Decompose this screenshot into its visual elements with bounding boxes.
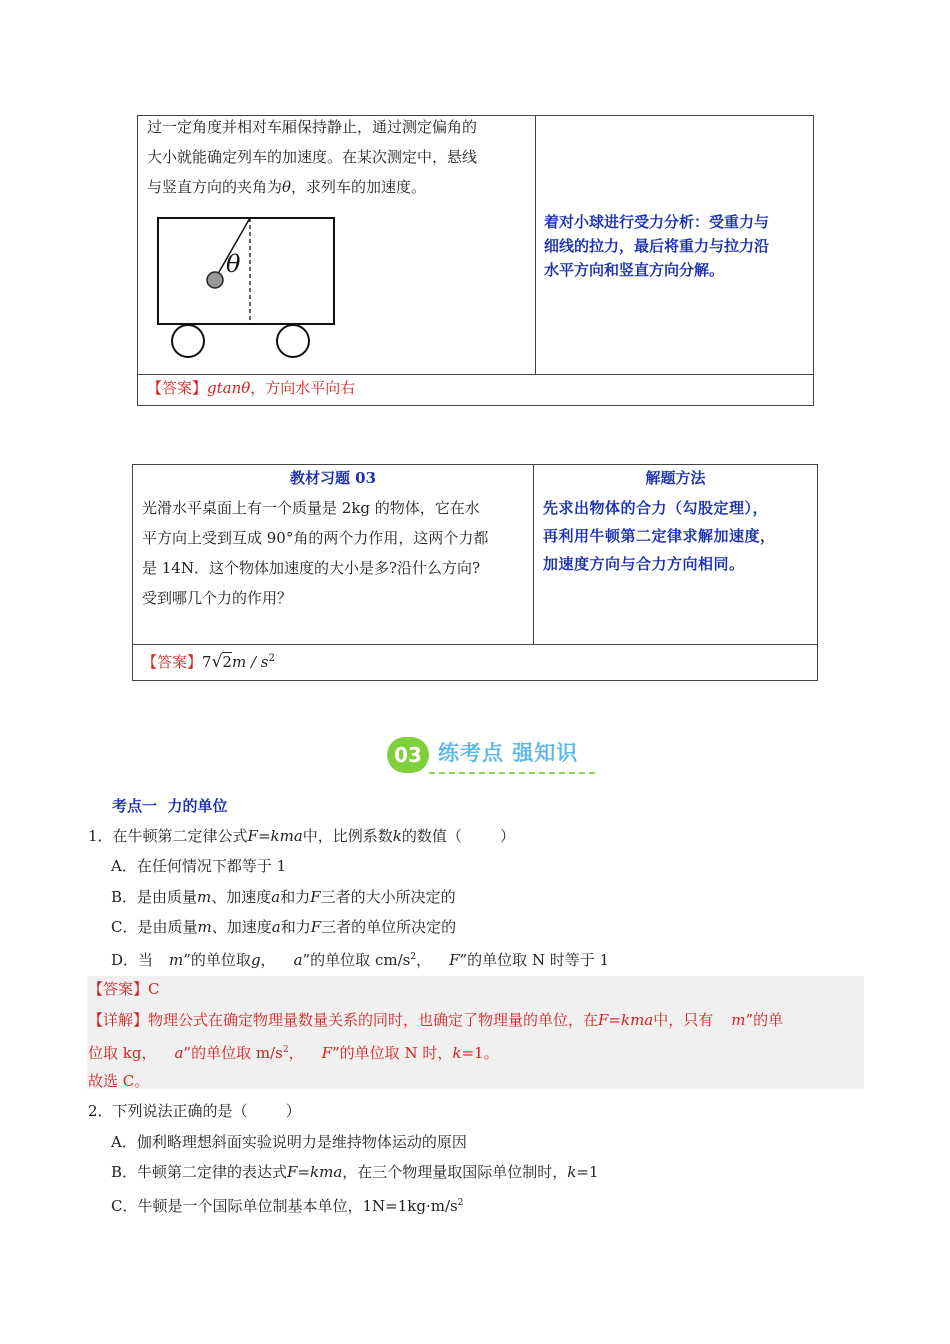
banner-title: 练考点 强知识 (438, 741, 579, 765)
answer-unit: m / s (231, 653, 269, 671)
car-body (158, 218, 334, 324)
question-line: 过一定角度并相对车厢保持静止，通过测定偏角的 (147, 118, 478, 136)
section-banner (387, 735, 597, 777)
table-2 (132, 464, 818, 681)
answer-direction: ，方向水平向右 (250, 379, 356, 397)
left-wheel (172, 325, 204, 357)
question-2-option-c[interactable]: C．牛顿是一个国际单位制基本单位，$1N=1kg\cdot m/s^2$ (111, 1197, 464, 1215)
table-2-answer-divider (133, 644, 817, 645)
table-1-answer-divider (138, 374, 813, 375)
question-line: 是 14N．这个物体加速度的大小是多?沿什么方向? (142, 559, 481, 577)
answer-tag: 【答案】 (142, 653, 203, 671)
question-2-option-b[interactable]: B．牛顿第二定律的表达式F=kma，在三个物理量取国际单位制时，k=1 (111, 1163, 599, 1181)
table-2-question (142, 493, 530, 613)
question-1-option-d[interactable]: D．当 m”的单位取g， a”的单位取 $cm/s^2$， F”的单位取 N 时等于 1 (111, 951, 610, 969)
section-title: 考点一 力的单位 (112, 797, 228, 815)
answer-tag: 【答案】 (147, 379, 208, 397)
question-1-detail-line-1: 【详解】物理公式在确定物理量数量关系的同时，也确定了物理量的单位，在F=kma中，只有 m”的单 (88, 1011, 784, 1029)
theta-label: θ (226, 250, 241, 278)
question-2-stem: 2．下列说法正确的是（ ） (88, 1102, 301, 1120)
method-line: 水平方向和竖直方向分解。 (544, 261, 725, 279)
table-2-answer (142, 649, 792, 672)
answer-coefficient: 7 (202, 653, 212, 671)
banner-number-badge: 03 (387, 737, 429, 773)
sqrt-symbol: √ (211, 652, 223, 672)
table-1-column-divider (535, 116, 536, 374)
question-2-option-a[interactable]: A．伽利略理想斜面实验说明力是维持物体运动的原因 (111, 1133, 467, 1151)
question-1-option-c[interactable]: C．是由质量m、加速度a和力F三者的单位所决定的 (111, 918, 457, 936)
table-1-method (544, 210, 809, 282)
table-2-column-divider (533, 465, 534, 644)
question-1-option-a[interactable]: A．在任何情况下都等于 1 (111, 857, 287, 875)
method-line: 先求出物体的合力（勾股定理）， (543, 499, 769, 517)
table-1-question (147, 112, 532, 202)
question-1-option-b[interactable]: B．是由质量m、加速度a和力F三者的大小所决定的 (111, 888, 456, 906)
method-line: 细线的拉力，最后将重力与拉力沿 (544, 237, 770, 255)
answer-radicand: 2 (222, 653, 232, 671)
method-line: 再利用牛顿第二定律求解加速度， (543, 527, 776, 545)
right-wheel (277, 325, 309, 357)
answer-exponent: 2 (268, 653, 275, 664)
question-1-answer: 【答案】C (88, 980, 160, 998)
question-line: 受到哪几个力的作用？ (142, 589, 293, 607)
question-line: 平方向上受到互成 90°角的两个力作用，这两个力都 (142, 529, 489, 547)
question-1-detail-line-2: 位取 kg， a”的单位取 $m/s^2$， F”的单位取 N 时，k=1。 (88, 1044, 499, 1062)
train-car-diagram (153, 214, 338, 362)
question-line: 大小就能确定列车的加速度。在某次测定中，悬线 (147, 148, 478, 166)
table-1-answer (147, 378, 797, 398)
method-line: 加速度方向与合力方向相同。 (543, 555, 745, 573)
banner-dashed-underline (429, 772, 595, 774)
answer-expression: gtanθ (207, 379, 251, 397)
method-line: 着对小球进行受力分析：受重力与 (544, 213, 770, 231)
question-1-detail-line-3: 故选 C。 (88, 1072, 150, 1090)
table-2-right-header: 解题方法 (645, 469, 706, 487)
table-1 (137, 115, 814, 406)
pendulum-ball (207, 272, 223, 288)
question-line: 光滑水平桌面上有一个质量是 2kg 的物体，它在水 (142, 499, 480, 517)
question-line: 与竖直方向的夹角为θ，求列车的加速度。 (147, 178, 427, 196)
question-1-stem: 1．在牛顿第二定律公式F=kma中，比例系数k的数值（ ） (88, 827, 516, 845)
table-2-left-header: 教材习题 03 (289, 469, 377, 487)
question-1-solution-block (87, 976, 864, 1089)
table-2-method (543, 494, 813, 578)
